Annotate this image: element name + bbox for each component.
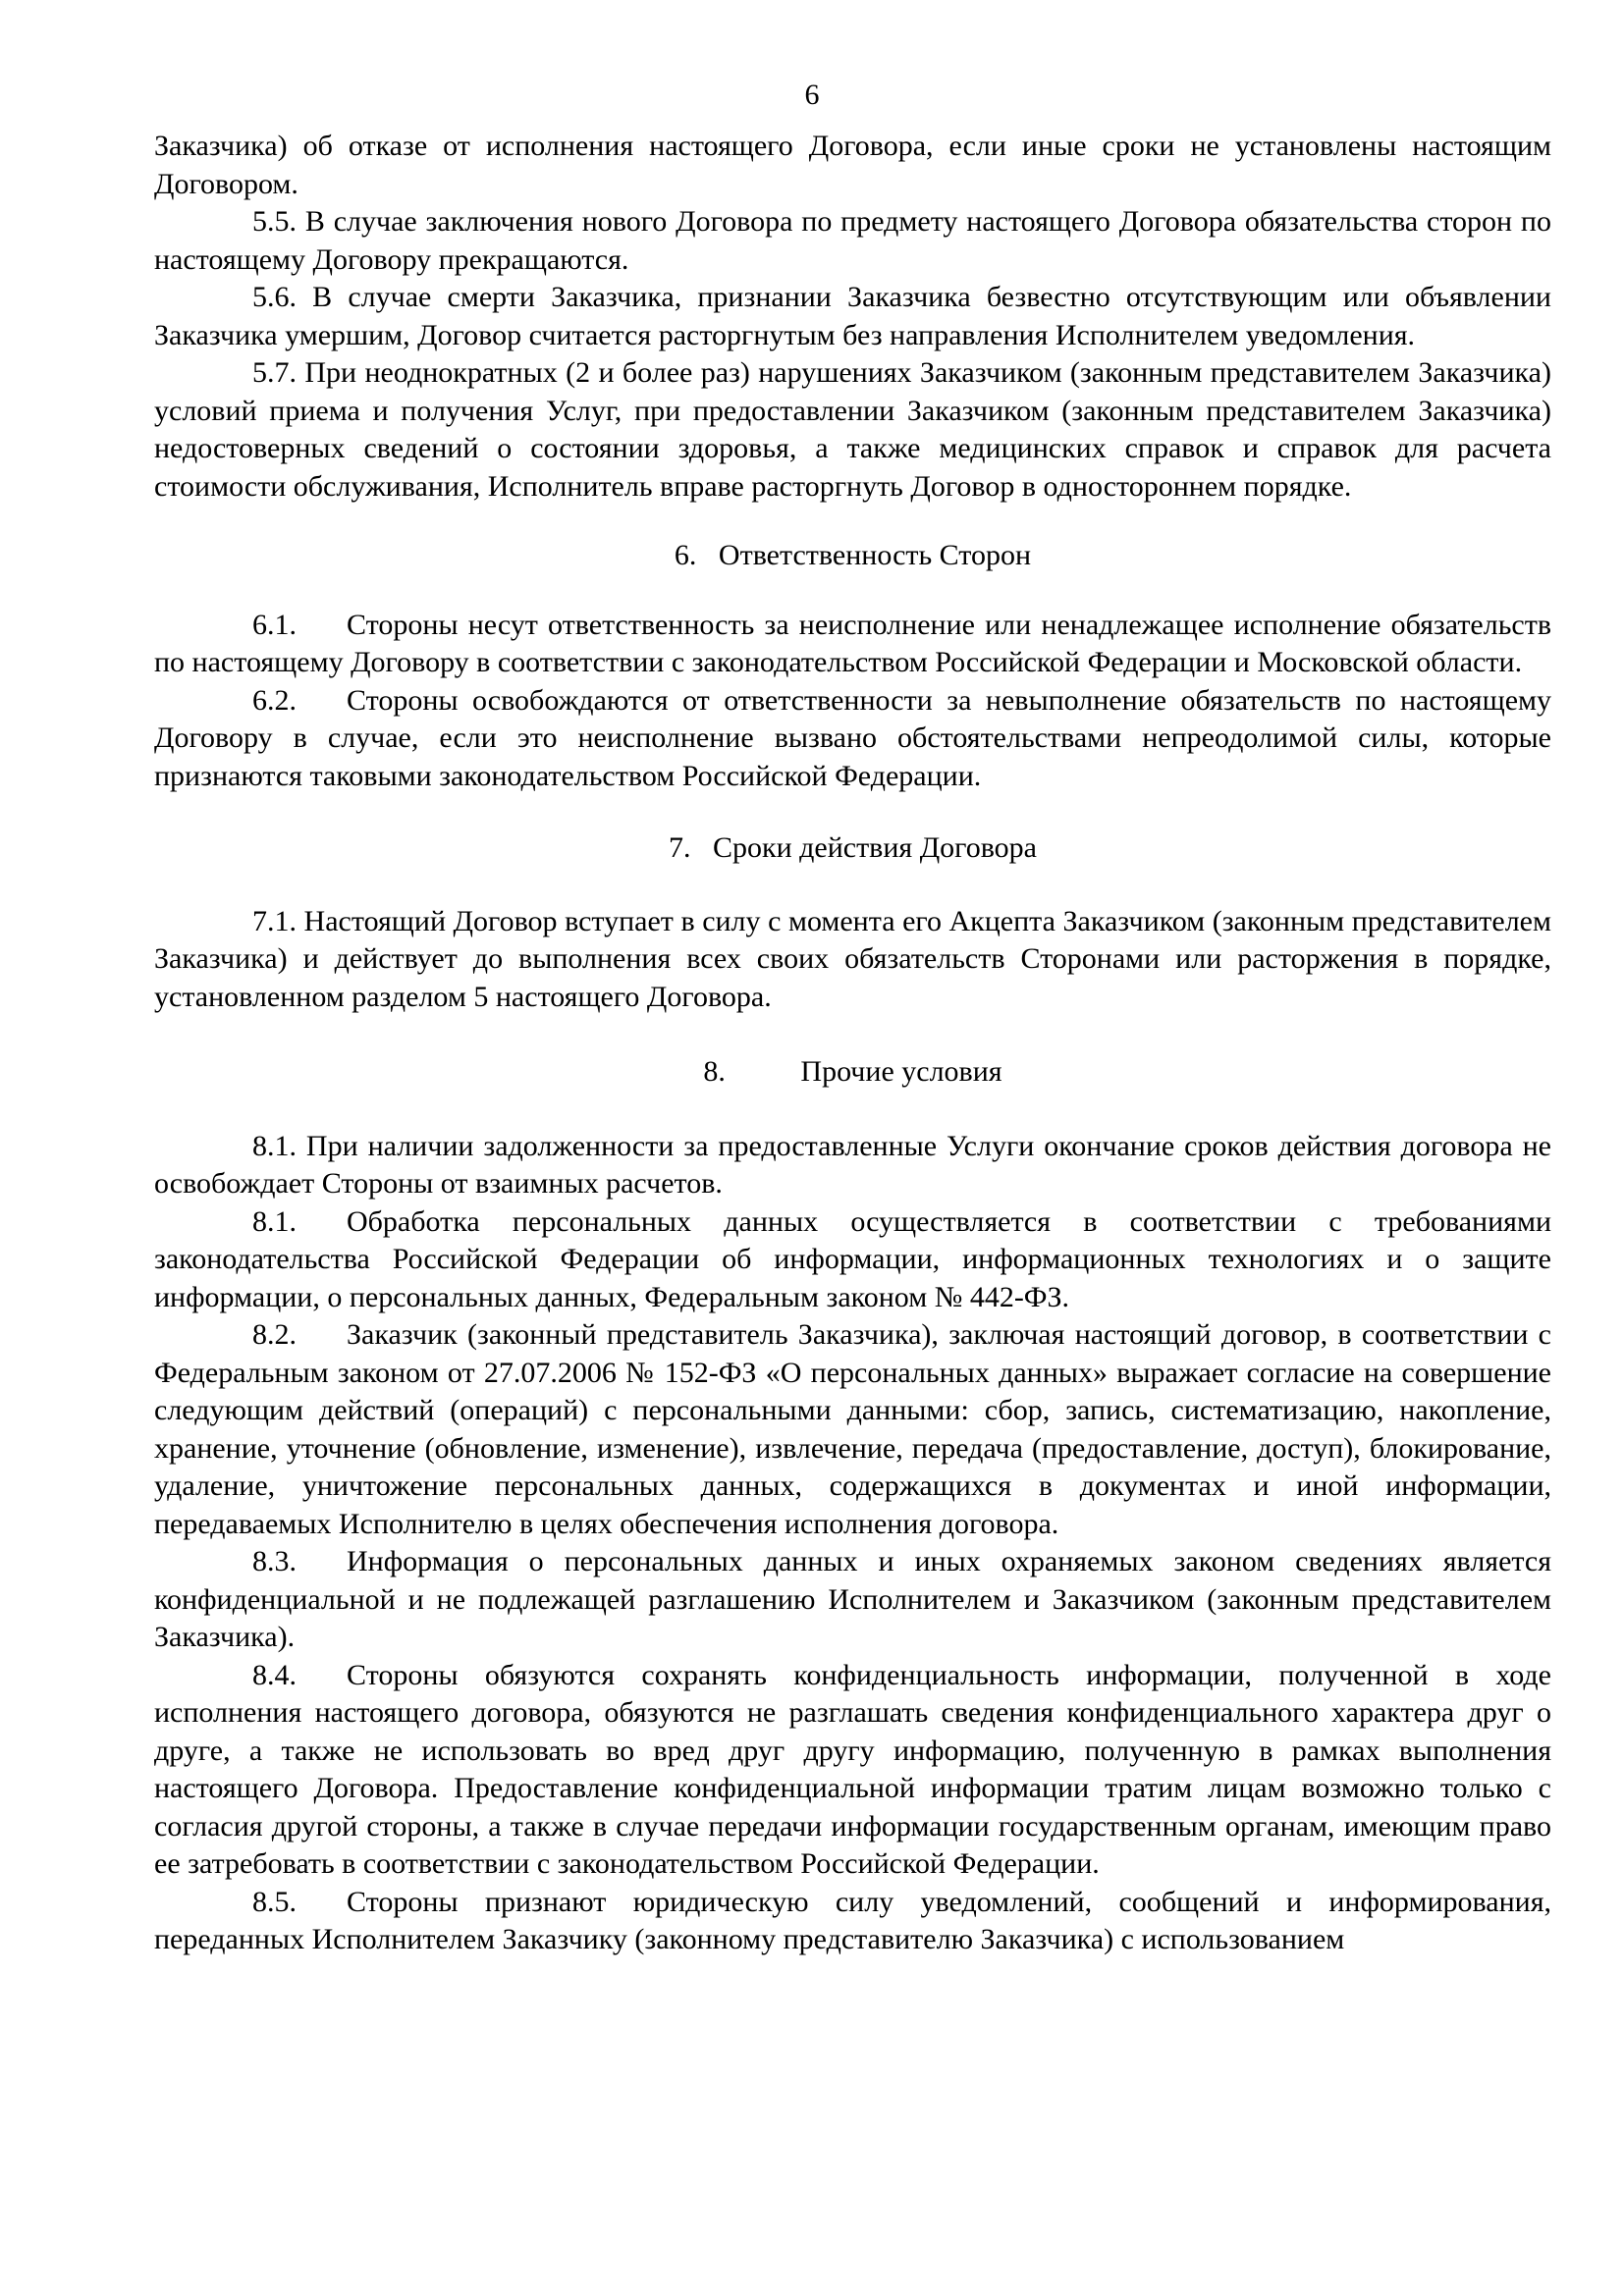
item-number: 8.2. bbox=[252, 1318, 297, 1351]
item-text: Заказчик (законный представитель Заказчика), заключая настоящий договор, в соответствии с Федеральным законом от 27.07.2006 № 152-ФЗ «О персональных данных» выражает согласие на совершение следующим действий (операций) с персональными данными: сбор, запись, систематизацию, накопление, хранение, уточнение (обновление, изменение), извлечение, передача (предоставление, доступ), блокирование, удаление, уничтожение персональных данных, содержащихся в документах и иной информации, передаваемых Исполнителю в целях обеспечения исполнения договора. bbox=[154, 1318, 1551, 1540]
item-number: 8.1. bbox=[252, 1204, 297, 1238]
section-8-title: Прочие условия bbox=[800, 1055, 1002, 1088]
paragraph-8-4 bbox=[154, 1657, 1551, 1884]
item-text: Стороны несут ответственность за неисполнение или ненадлежащее исполнение обязательств по настоящему Договору в соответствии с законодательством Российской Федерации и Московской области. bbox=[154, 608, 1551, 678]
item-number: 6.1. bbox=[252, 608, 297, 641]
item-number: 8.5. bbox=[252, 1885, 297, 1918]
item-text: Стороны признают юридическую силу уведомлений, сообщений и информирования, переданных Исполнителем Заказчику (законному представителю Заказчика) с использованием bbox=[154, 1885, 1551, 1955]
paragraph-6-2 bbox=[154, 682, 1551, 796]
paragraph-8-5 bbox=[154, 1884, 1551, 1959]
section-8-number: 8. bbox=[703, 1055, 726, 1088]
item-text: Стороны освобождаются от ответственности за невыполнение обязательств по настоящему Договору в случае, если это неисполнение вызвано обстоятельствами непреодолимой силы, которые признаются таковыми законодательством Российской Федерации. bbox=[154, 683, 1551, 792]
document-body bbox=[154, 128, 1551, 1959]
section-7-heading: 7. Сроки действия Договора bbox=[668, 831, 1037, 864]
item-number: 8.3. bbox=[252, 1545, 297, 1577]
paragraph-8-1 bbox=[154, 1203, 1551, 1317]
page-number: 6 bbox=[804, 79, 820, 111]
paragraph-8-2 bbox=[154, 1316, 1551, 1543]
paragraph-8-3 bbox=[154, 1543, 1551, 1657]
paragraph-5-7: 5.7. При неоднократных (2 и более раз) нарушениях Заказчиком (законным представителем Заказчика) условий приема и получения Услуг, при предоставлении Заказчиком (законным представителем Заказчика) недостоверных сведений о состоянии здоровья, а также медицинских справок и справок для расчета стоимости обслуживания, Исполнитель вправе расторгнуть Договор в одностороннем порядке. bbox=[154, 356, 1551, 503]
paragraph-5-5: 5.5. В случае заключения нового Договора по предмету настоящего Договора обязательства сторон по настоящему Договору прекращаются. bbox=[154, 205, 1551, 276]
paragraph-continued: Заказчика) об отказе от исполнения настоящего Договора, если иные сроки не установлены настоящим Договором. bbox=[154, 130, 1551, 200]
section-6-heading: 6. Ответственность Сторон bbox=[674, 539, 1032, 571]
item-text: Стороны обязуются сохранять конфиденциальность информации, полученной в ходе исполнения настоящего договора, обязуются не разглашать сведения конфиденциального характера друг о друге, а также не использовать во вред друг другу информацию, полученную в рамках выполнения настоящего Договора. Предоставление конфиденциальной информации тратим лицам возможно только с согласия другой стороны, а также в случае передачи информации государственным органам, имеющим право ее затребовать в соответствии с законодательством Российской Федерации. bbox=[154, 1658, 1551, 1880]
item-text: Обработка персональных данных осуществляется в соответствии с требованиями законодательства Российской Федерации об информации, информационных технологиях и о защите информации, о персональных данных, Федеральным законом № 442-ФЗ. bbox=[154, 1204, 1551, 1313]
item-number: 6.2. bbox=[252, 683, 297, 717]
item-text: Информация о персональных данных и иных охраняемых законом сведениях является конфиденциальной и не подлежащей разглашению Исполнителем и Заказчиком (законным представителем Заказчика). bbox=[154, 1545, 1551, 1653]
paragraph-6-1 bbox=[154, 607, 1551, 682]
item-number: 8.4. bbox=[252, 1658, 297, 1691]
section-8-heading bbox=[154, 1053, 1551, 1092]
paragraph-5-6: 5.6. В случае смерти Заказчика, признании Заказчика безвестно отсутствующим или объявлении Заказчика умершим, Договор считается расторгнутым без направления Исполнителем уведомления. bbox=[154, 281, 1551, 351]
paragraph-7-1: 7.1. Настоящий Договор вступает в силу с момента его Акцепта Заказчиком (законным представителем Заказчика) и действует до выполнения всех своих обязательств Сторонами или расторжения в порядке, установленном разделом 5 настоящего Договора. bbox=[154, 904, 1551, 1013]
paragraph-8-intro: 8.1. При наличии задолженности за предоставленные Услуги окончание сроков действия договора не освобождает Стороны от взаимных расчетов. bbox=[154, 1129, 1551, 1200]
